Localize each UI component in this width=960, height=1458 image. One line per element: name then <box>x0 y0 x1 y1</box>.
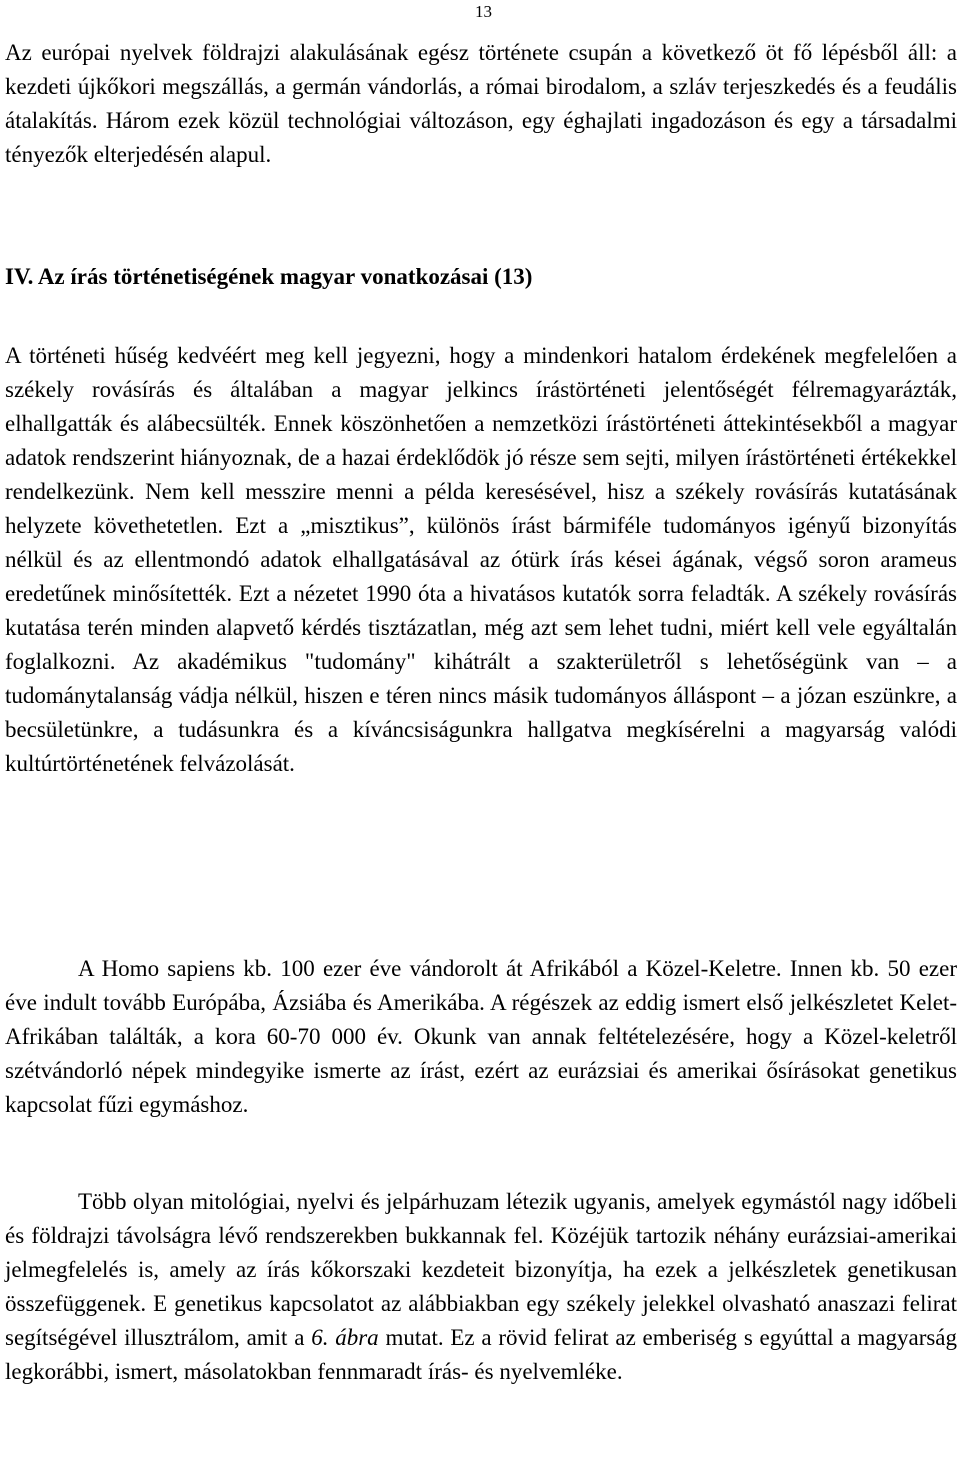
page-number: 13 <box>475 2 492 21</box>
paragraph-text-segment: Több olyan mitológiai, nyelvi és jelpárhuzam létezik ugyanis, amelyek egymástól nagy időbeli és földrajzi távolságra lévő rendszerekben bukkannak fel. Közéjük tartozik néhány eurázsiai-amerikai jelmegfelelés is, amely az írás kőkorszaki kezdeteit bizonyítja, ha ezek a jelkészletek genetikusan összefüggenek. E genetikus kapcsolatot az alábbiakban egy székely jelekkel olvasható anaszazi felirat segítségével illusztrálom, amit a <box>5 1189 957 1350</box>
body-paragraph-2: A Homo sapiens kb. 100 ezer éve vándorolt át Afrikából a Közel-Keletre. Innen kb. 50 ezer éve indult tovább Európába, Ázsiába és Amerikába. A régészek az eddig ismert első jelkészletet Kelet-Afrikában találták, a kora 60-70 000 év. Okunk van annak feltételezésére, hogy a Közel-keletről szétvándorló népek mindegyike ismerte az írást, ezért az eurázsiai és amerikai ősírásokat genetikus kapcsolat fűzi egymáshoz. <box>5 956 957 1117</box>
body-paragraph-3 <box>5 1185 957 1389</box>
body-paragraph-1: A történeti hűség kedvéért meg kell jegyezni, hogy a mindenkori hatalom érdekének megfelelően a székely rovásírás és általában a magyar jelkincs írástörténeti jelentőségét félremagyarázták, elhallgatták és alábecsülték. Ennek köszönhetően a nemzetközi írástörténeti áttekintésekből a magyar adatok rendszerint hiányoznak, de a hazai érdeklődök jó része sem sejti, milyen írástörténeti értékekkel rendelkezünk. Nem kell messzire menni a példa keresésével, hisz a székely rovásírás kutatásának helyzete követhetetlen. Ezt a „misztikus”, különös írást bármiféle tudományos igényű bizonyítás nélkül és az ellentmondó adatok elhallgatásával az ótürk írás kései ágának, végső soron arameus eredetűnek minősítették. Ezt a nézetet 1990 óta a hivatásos kutatók sorra feladták. A székely rovásírás kutatása terén minden alapvető kérdés tisztázatlan, még azt sem lehet tudni, miért kell vele egyáltalán foglalkozni. Az akadémikus "tudomány" kihátrált a szakterületről s lehetőségünk van – a tudománytalanság vádja nélkül, hiszen e téren nincs másik tudományos álláspont – a józan eszünkre, a becsületünkre, a tudásunkra és a kíváncsiságunkra hallgatva megkísérelni a magyarság valódi kultúrtörténetének felvázolását. <box>5 343 957 776</box>
figure-reference: 6. ábra <box>311 1325 379 1350</box>
section-heading: IV. Az írás történetiségének magyar vonatkozásai (13) <box>5 264 533 289</box>
intro-paragraph: Az európai nyelvek földrajzi alakulásának egész története csupán a következő öt fő lépésből áll: a kezdeti újkőkori megszállás, a germán vándorlás, a római birodalom, a szláv terjeszkedés és a feudális átalakítás. Három ezek közül technológiai változáson, egy éghajlati ingadozáson és egy a társadalmi tényezők elterjedésén alapul. <box>5 40 957 167</box>
paragraph-text-segment: mutat. Ez a rövid felirat az emberiség s egyúttal a magyarság legkorábbi, ismert, másolatokban fennmaradt írás- és nyelvemléke. <box>5 1325 958 1384</box>
